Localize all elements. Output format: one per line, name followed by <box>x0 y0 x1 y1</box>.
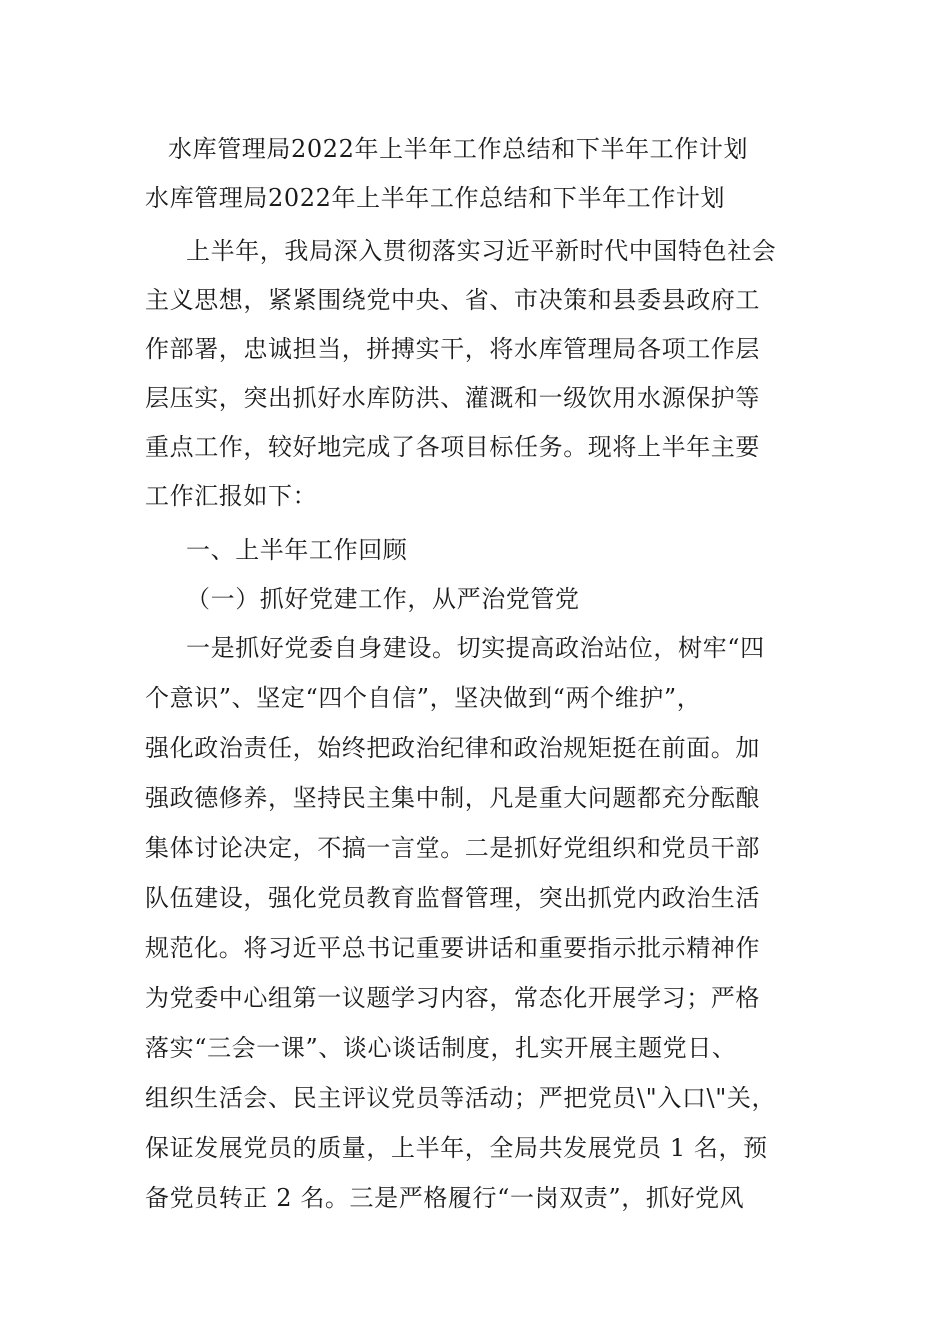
paragraph-line: 规范化。将习近平总书记重要讲话和重要指示批示精神作 <box>145 934 760 962</box>
paragraph-line: 保证发展党员的质量，上半年，全局共发展党员 1 名，预 <box>145 1134 768 1162</box>
paragraph-line: 工作汇报如下： <box>145 482 318 510</box>
paragraph-line: 个意识”、坚定“四个自信”，坚决做到“两个维护”， <box>145 684 702 712</box>
paragraph-line: 落实“三会一课”、谈心谈话制度，扎实开展主题党日、 <box>145 1034 737 1062</box>
paragraph-line: 层压实，突出抓好水库防洪、灌溉和一级饮用水源保护等 <box>145 384 760 412</box>
paragraph-line: 备党员转正 2 名。三是严格履行“一岗双责”，抓好党风 <box>145 1184 745 1212</box>
paragraph-line: 组织生活会、民主评议党员等活动；严把党员\"入口\"关， <box>145 1084 777 1112</box>
paragraph-line: 主义思想，紧紧围绕党中央、省、市决策和县委县政府工 <box>145 286 760 314</box>
paragraph-line: 队伍建设，强化党员教育监督管理，突出抓党内政治生活 <box>145 884 760 912</box>
paragraph-line: 强政德修养，坚持民主集中制，凡是重大问题都充分酝酿 <box>145 784 760 812</box>
paragraph-line: 重点工作，较好地完成了各项目标任务。现将上半年主要 <box>145 433 760 461</box>
document-title: 水库管理局2022年上半年工作总结和下半年工作计划 <box>168 135 749 163</box>
paragraph-line: 强化政治责任，始终把政治纪律和政治规矩挺在前面。加 <box>145 734 760 762</box>
section-heading: 一、上半年工作回顾 <box>186 536 408 564</box>
document-title-repeat: 水库管理局2022年上半年工作总结和下半年工作计划 <box>145 184 726 212</box>
paragraph-line: 一是抓好党委自身建设。切实提高政治站位，树牢“四 <box>186 634 765 662</box>
paragraph-line: 为党委中心组第一议题学习内容，常态化开展学习；严格 <box>145 984 760 1012</box>
paragraph-line: 集体讨论决定，不搞一言堂。二是抓好党组织和党员干部 <box>145 834 760 862</box>
paragraph-line: 上半年，我局深入贯彻落实习近平新时代中国特色社会 <box>186 237 777 265</box>
paragraph-line: 作部署，忠诚担当，拼搏实干，将水库管理局各项工作层 <box>145 335 760 363</box>
subsection-heading: （一）抓好党建工作，从严治党管党 <box>186 585 580 613</box>
